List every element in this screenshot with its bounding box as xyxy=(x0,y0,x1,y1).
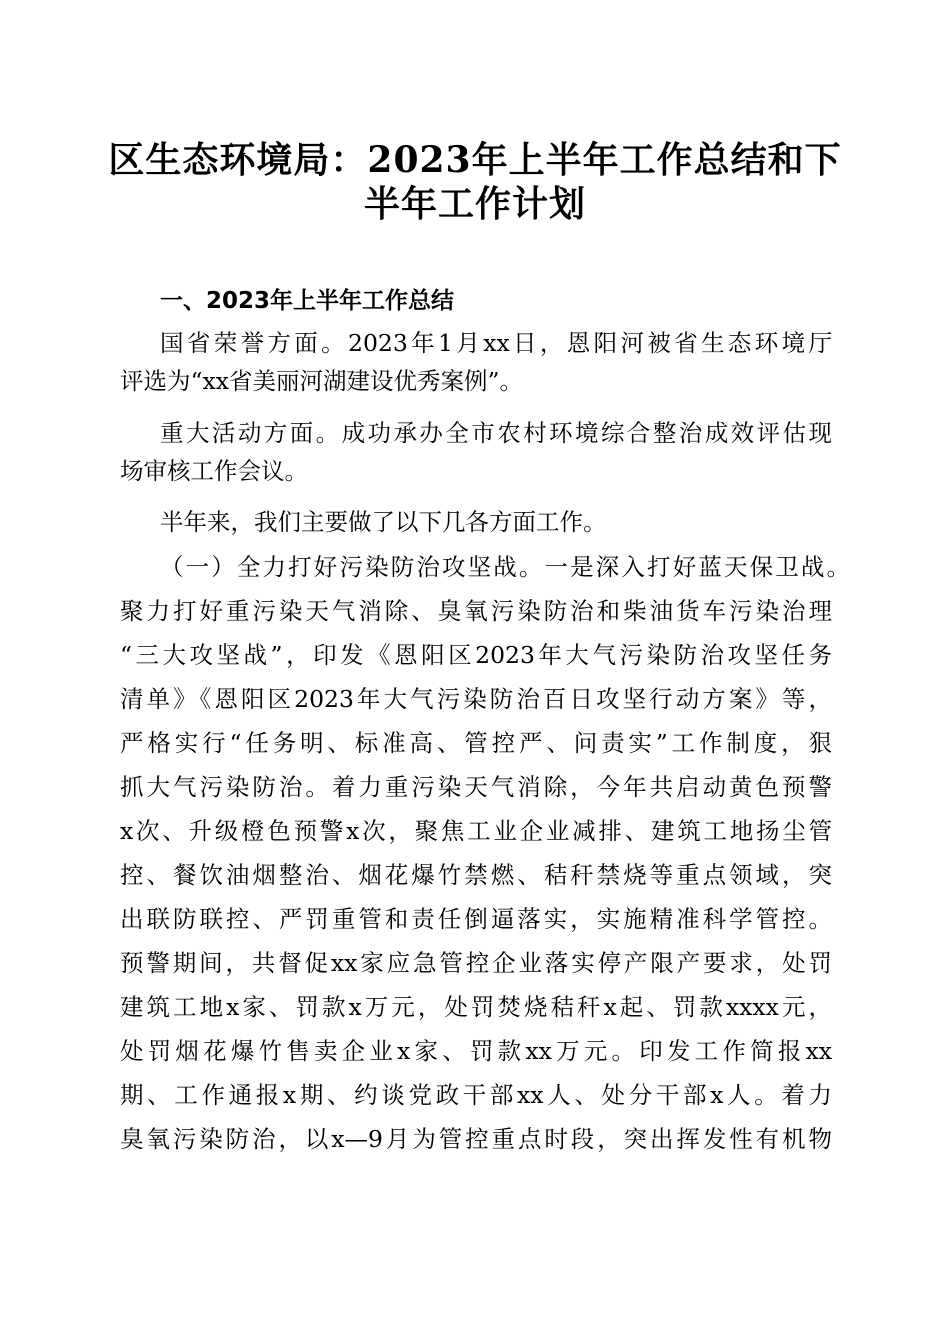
document-title-line-1: 区生态环境局：2023年上半年工作总结和下 xyxy=(108,139,842,181)
section-heading: 一、2023年上半年工作总结 xyxy=(160,288,455,314)
paragraph-line: 国省荣誉方面。2023年1月xx日，恩阳河被省生态环境厅 xyxy=(160,329,832,357)
paragraph-line: 聚力打好重污染天气消除、臭氧污染防治和柴油货车污染治理 xyxy=(120,597,832,625)
paragraph-line: 半年来，我们主要做了以下几各方面工作。 xyxy=(160,508,607,536)
paragraph-line: 重大活动方面。成功承办全市农村环境综合整治成效评估现 xyxy=(160,419,832,447)
paragraph-line: 场审核工作会议。 xyxy=(120,457,308,485)
paragraph-line: 期、工作通报x期、约谈党政干部xx人、处分干部x人。着力 xyxy=(120,1081,832,1109)
paragraph-line: 控、餐饮油烟整治、烟花爆竹禁燃、秸秆禁烧等重点领域，突 xyxy=(120,861,832,889)
paragraph-line: x次、升级橙色预警x次，聚焦工业企业减排、建筑工地扬尘管 xyxy=(120,817,832,845)
paragraph-line: 预警期间，共督促xx家应急管控企业落实停产限产要求，处罚 xyxy=(120,949,832,977)
paragraph-line: 清单》《恩阳区2023年大气污染防治百日攻坚行动方案》等， xyxy=(120,685,832,713)
paragraph-line: 抓大气污染防治。着力重污染天气消除，今年共启动黄色预警 xyxy=(120,773,832,801)
paragraph-line: 严格实行“任务明、标准高、管控严、问责实”工作制度，狠 xyxy=(120,729,832,757)
paragraph-line: 出联防联控、严罚重管和责任倒逼落实，实施精准科学管控。 xyxy=(120,905,832,933)
paragraph-line: 臭氧污染防治，以x—9月为管控重点时段，突出挥发性有机物 xyxy=(120,1125,832,1153)
paragraph-line: 建筑工地x家、罚款x万元，处罚焚烧秸秆x起、罚款xxxx元， xyxy=(120,993,832,1021)
paragraph-line: 处罚烟花爆竹售卖企业x家、罚款xx万元。印发工作简报xx xyxy=(120,1037,832,1065)
paragraph-line: （一）全力打好污染防治攻坚战。一是深入打好蓝天保卫战。 xyxy=(160,553,850,581)
paragraph-line: “三大攻坚战”，印发《恩阳区2023年大气污染防治攻坚任务 xyxy=(120,641,832,669)
document-title-line-2: 半年工作计划 xyxy=(363,183,586,225)
paragraph-line: 评选为“xx省美丽河湖建设优秀案例”。 xyxy=(120,367,524,395)
